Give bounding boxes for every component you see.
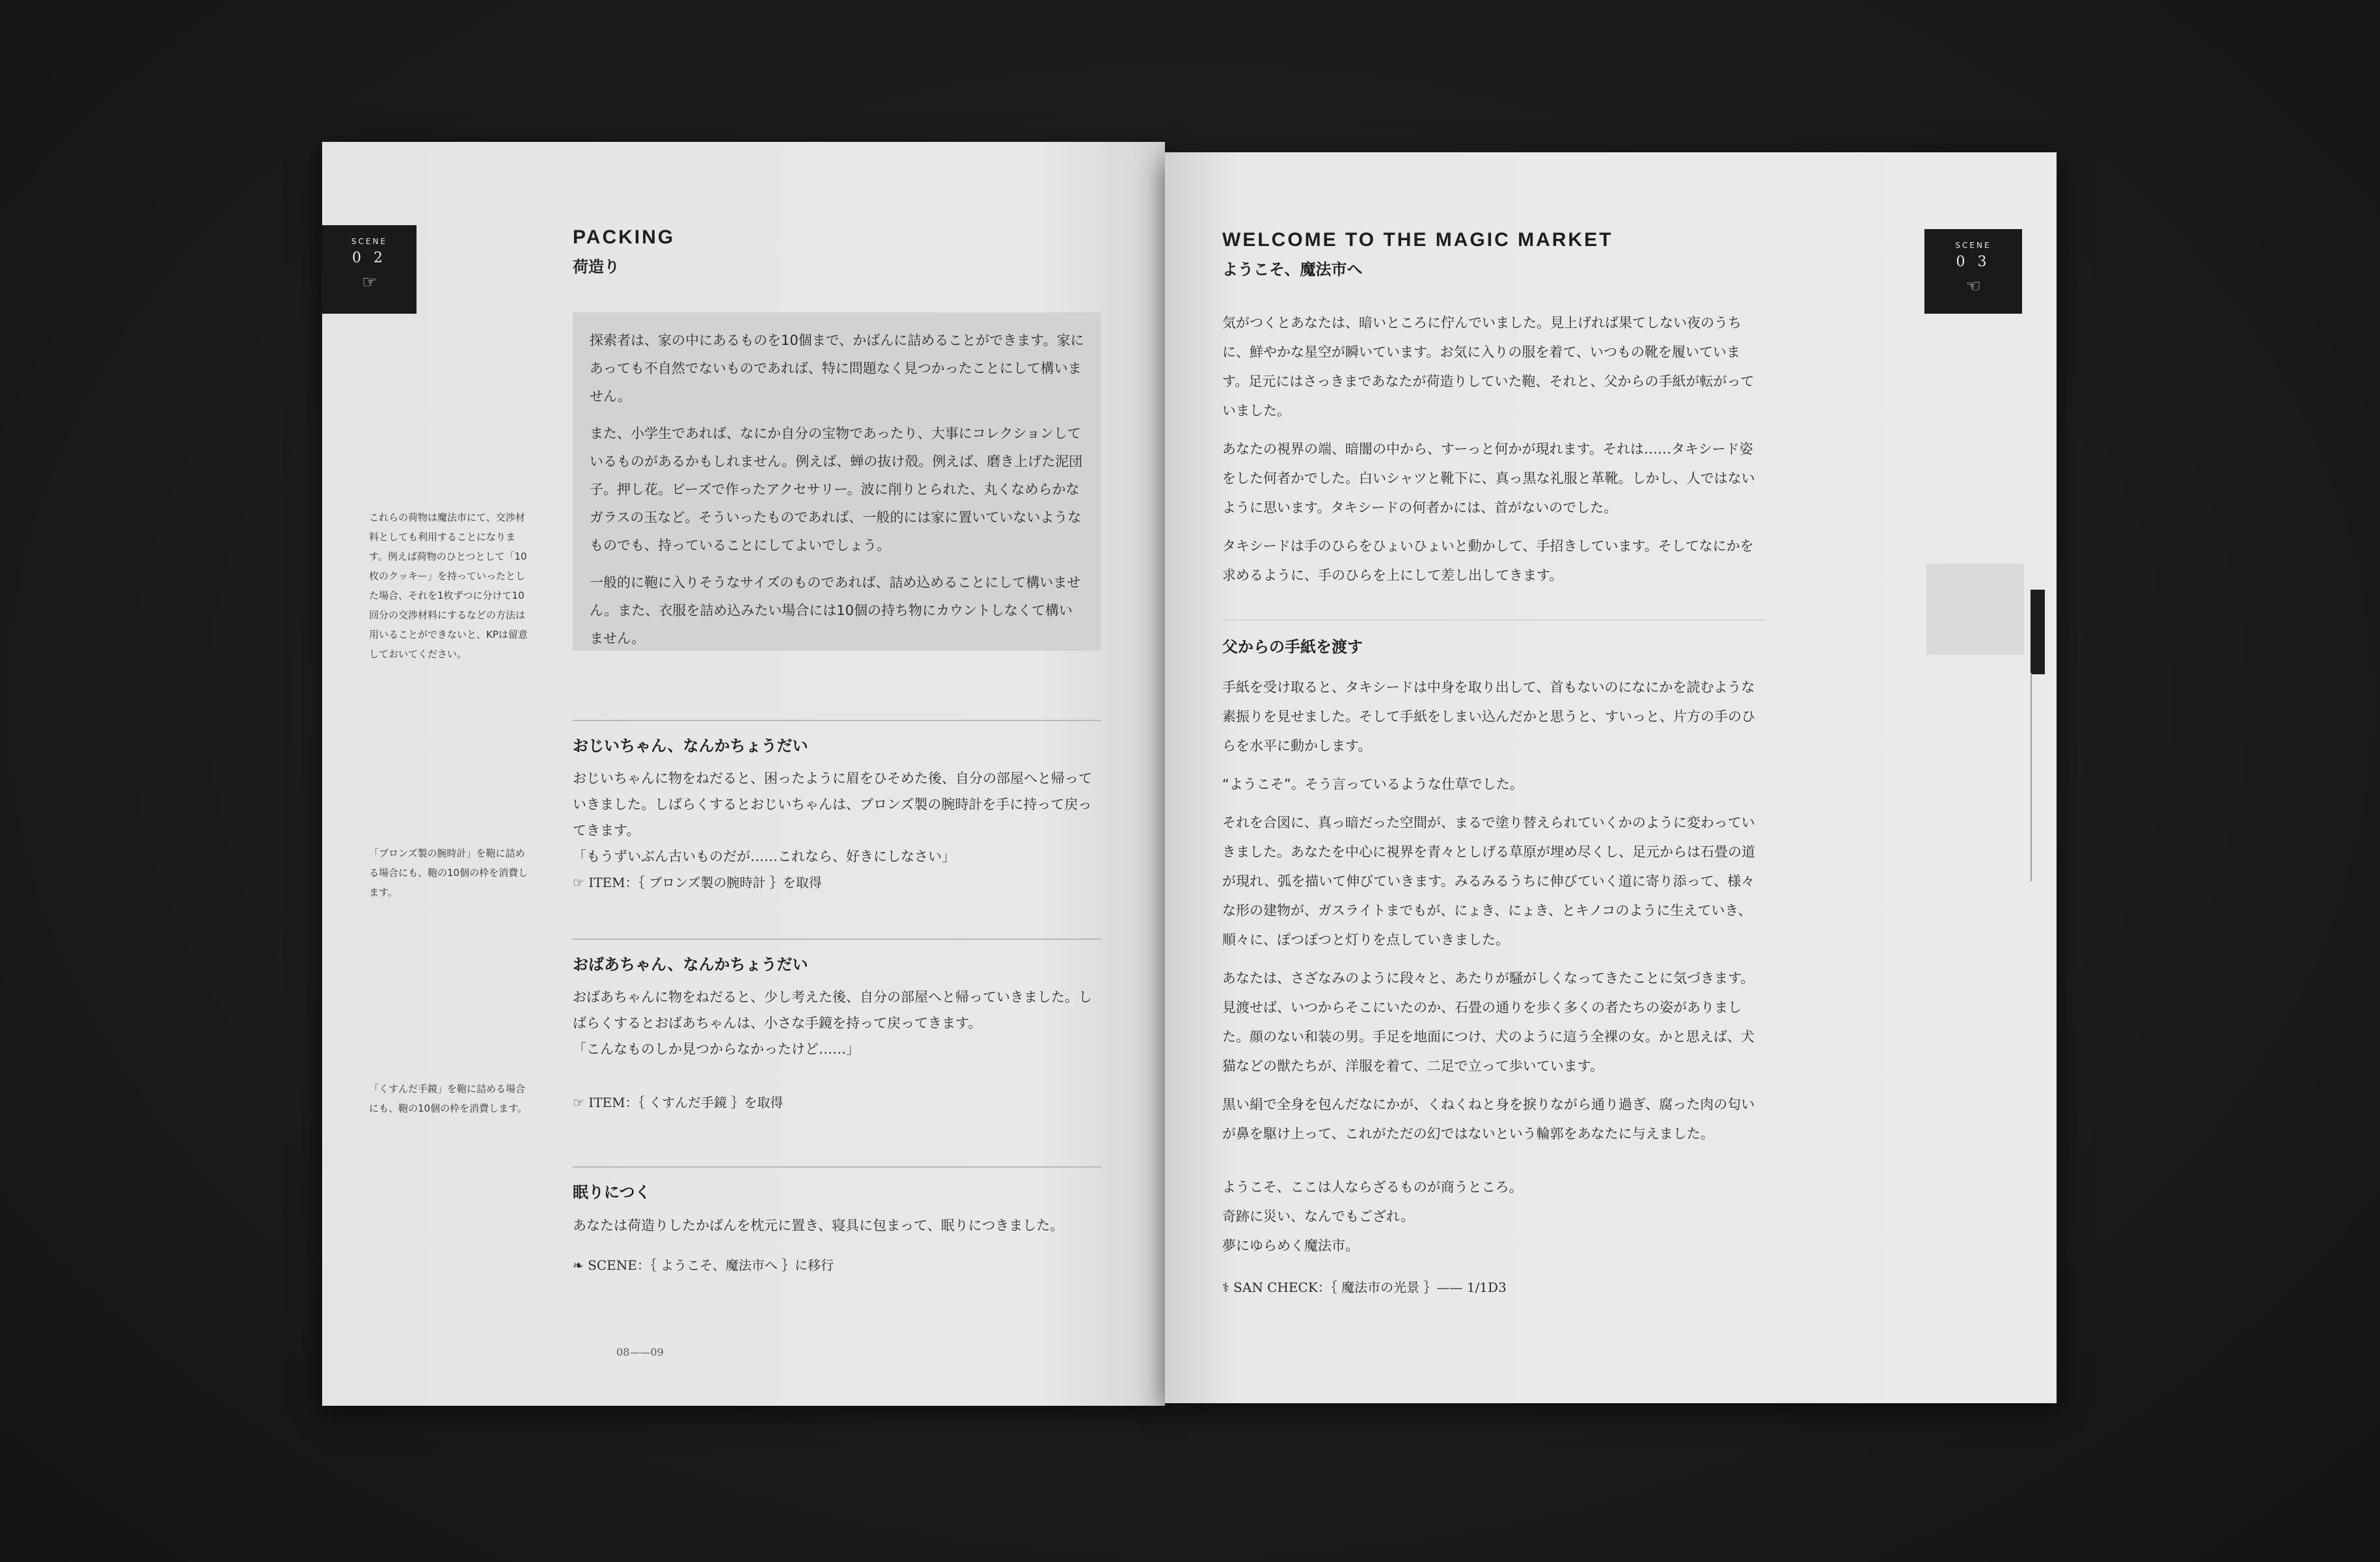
page-title: WELCOME TO THE MAGIC MARKET [1222, 229, 1613, 251]
divider [573, 720, 1101, 721]
side-note: これらの荷物は魔法市にて、交渉材料としても利用することになります。例えば荷物のひとつとして「10枚のクッキー」を持っていったとした場合、それを1枚ずつに分けて10回分の交渉材料にするなどの方法は用いることができないと、KPは留意しておいてください。 [369, 512, 528, 660]
item-line: ☞ ITEM：｛ ブロンズ製の腕時計 ｝を取得 [573, 875, 822, 890]
section-paragraph: おじいちゃんに物をねだると、困ったように眉をひそめた後、自分の部屋へと帰っていきました。しばらくするとおじいちゃんは、ブロンズ製の腕時計を手に持って戻ってきます。 [573, 771, 1092, 838]
section-paragraph: 手紙を受け取ると、タキシードは中身を取り出して、首もないのになにかを読むような素振りを見せました。そして手紙をしまい込んだかと思うと、すいっと、片方の手のひらを水平に動かします。 [1222, 679, 1755, 754]
section-paragraph: おばあちゃんに物をねだると、少し考えた後、自分の部屋へと帰っていきました。しばらくするとおばあちゃんは、小さな手鏡を持って戻ってきます。 [573, 989, 1092, 1031]
item-line: ☞ ITEM：｛ くすんだ手鏡 ｝を取得 [573, 1095, 784, 1110]
san-check-line: ⚕ SAN CHECK：｛ 魔法市の光景 ｝—— 1/1D3 [1222, 1280, 1507, 1295]
section-paragraph: あなたは荷造りしたかばんを枕元に置き、寝具に包まって、眠りにつきました。 [573, 1218, 1064, 1233]
thumb-index-line [2031, 673, 2032, 881]
page-number: 08——09 [616, 1346, 664, 1358]
page-subtitle: 荷造り [573, 258, 620, 276]
section-paragraph: 「こんなものしか見つからなかったけど……」 [573, 1041, 860, 1057]
page-subtitle: ようこそ、魔法市へ [1222, 260, 1363, 279]
section-paragraph: “ようこそ”。そう言っているような仕草でした。 [1222, 776, 1524, 792]
intro-paragraph: あなたの視界の端、暗闇の中から、すーっと何かが現れます。それは……タキシード姿をした何者かでした。白いシャツと靴下に、真っ黒な礼服と革靴。しかし、人ではないように思います。タキシードの何者かには、首がないのでした。 [1222, 441, 1755, 515]
section-title: 眠りにつく [573, 1183, 651, 1201]
section-paragraph: あなたは、さざなみのように段々と、あたりが騒がしくなってきたことに気づきます。見渡せば、いつからそこにいたのか、石畳の通りを歩く多くの者たちの姿がありました。顔のない和装の男。手足を地面につけ、犬のように這う全裸の女。かと思えば、犬猫などの獣たちが、洋服を着て、二足で立って歩いています。 [1222, 970, 1755, 1074]
box-paragraph: 探索者は、家の中にあるものを10個まで、かばんに詰めることができます。家にあっても不自然でないものであれば、特に問題なく見つかったことにして構いません。 [590, 333, 1084, 404]
closing-line: 夢にゆらめく魔法市。 [1222, 1238, 1359, 1254]
scene-number: 0 3 [1956, 254, 1991, 270]
scene-number: 0 2 [352, 250, 387, 266]
intro-paragraph: タキシードは手のひらをひょいひょいと動かして、手招きしています。そしてなにかを求めるように、手のひらを上にして差し出してきます。 [1222, 538, 1754, 583]
page-title: PACKING [573, 226, 676, 248]
scene-label: SCENE [1955, 241, 1991, 250]
section-paragraph: それを合図に、真っ暗だった空間が、まるで塗り替えられていくかのように変わっていきました。あなたを中心に視界を青々としげる草原が埋め尽くし、足元からは石畳の道が現れ、弧を描いて伸びていきます。みるみるうちに伸びていく道に寄り添って、様々な形の建物が、ガスライトまでもが、にょき、にょき、とキノコのように生えていき、順々に、ぽつぽつと灯りを点していきました。 [1222, 815, 1755, 948]
section-title: おじいちゃん、なんかちょうだい [573, 737, 808, 755]
section-title: おばあちゃん、なんかちょうだい [573, 955, 808, 974]
closing-line: ようこそ、ここは人ならざるものが商うところ。 [1222, 1179, 1523, 1195]
pointing-hand-icon: ☞ [361, 273, 377, 292]
section-paragraph: 「もうずいぶん古いものだが……これなら、好きにしなさい」 [573, 849, 955, 864]
side-note: 「くすんだ手鏡」を鞄に詰める場合にも、鞄の10個の枠を消費します。 [369, 1083, 527, 1114]
intro-paragraph: 気がつくとあなたは、暗いところに佇んでいました。見上げれば果てしない夜のうちに、鮮やかな星空が瞬いています。お気に入りの服を着て、いつもの靴を履いています。足元にはさっきまであなたが荷造りしていた鞄、それと、父からの手紙が転がっていました。 [1222, 315, 1755, 418]
section-paragraph: 黒い絹で全身を包んだなにかが、くねくねと身を捩りながら通り過ぎ、腐った肉の匂いが鼻を駆け上って、これがただの幻ではないという輪郭をあなたに与えました。 [1222, 1097, 1755, 1142]
scene-transition: ❧ SCENE：｛ ようこそ、魔法市へ ｝に移行 [573, 1257, 834, 1273]
rules-box [573, 312, 1101, 651]
left-page [322, 142, 1165, 1406]
pointing-hand-icon: ☜ [1965, 277, 1981, 296]
scene-label: SCENE [351, 237, 388, 246]
closing-line: 奇跡に災い、なんでもござれ。 [1222, 1209, 1415, 1224]
divider [573, 939, 1101, 940]
side-note: 「ブロンズ製の腕時計」を鞄に詰める場合にも、鞄の10個の枠を消費します。 [369, 847, 528, 898]
scene-tab-left [322, 225, 417, 314]
show-through-block [1926, 564, 2024, 655]
divider [573, 1166, 1101, 1168]
right-page [1165, 152, 2057, 1403]
box-paragraph: また、小学生であれば、なにか自分の宝物であったり、大事にコレクションしているものがあるかもしれません。例えば、蝉の抜け殻。例えば、磨き上げた泥団子。押し花。ビーズで作ったアクセサリー。波に削りとられた、丸くなめらかなガラスの玉など。そういったものであれば、一般的には家に置いていないようなものでも、持っていることにしてよいでしょう。 [590, 426, 1083, 553]
scene-tab-right [1924, 229, 2022, 314]
box-paragraph: 一般的に鞄に入りそうなサイズのものであれば、詰め込めることにして構いません。また、衣服を詰め込みたい場合には10個の持ち物にカウントしなくて構いません。 [590, 575, 1081, 646]
section-title: 父からの手紙を渡す [1222, 638, 1363, 656]
thumb-index-tab [2031, 590, 2045, 674]
